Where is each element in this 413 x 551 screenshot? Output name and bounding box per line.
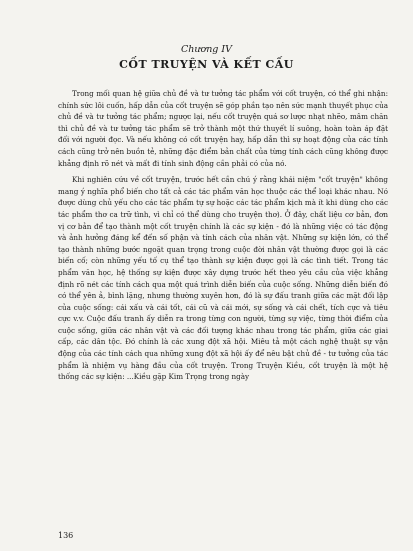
body-text [58, 88, 388, 383]
chapter-number: Chương IV [180, 44, 233, 55]
page-number: 136 [58, 531, 74, 540]
chapter-title: CỐT TRUYỆN VÀ KẾT CẤU [119, 58, 294, 71]
paragraph: Khi nghiên cứu về cốt truyện, trước hết cần chú ý rằng khái niệm "cốt truyện" không mang ý nghĩa phổ biến cho tất cả các tác phẩm văn học thuộc các thể loại khác nhau. Nó được dùng chủ yếu cho các tác phẩm tự sự hoặc các tác phẩm kịch mà ít khi dùng cho các tác phẩm thơ ca trữ tình, vì chỉ có thể dùng cho truyện thơ). Ở đây, chất liệu cơ bản, đơn vị cơ bản để tạo thành một cốt truyện chính là các sự kiện - đó là những việc có tác động và ảnh hưởng đáng kể đến số phận và tính cách của nhân vật. Những sự kiện lớn, có thể tạo thành những bước ngoặt quan trọng trong cuộc đời nhân vật thường được gọi là các biến cố; còn những yếu tố cụ thể tạo thành sự kiện được gọi là các tình tiết. Trong tác phẩm văn học, hệ thống sự kiện được xây dựng trước hết theo yêu cầu của việc khẳng định rõ nét các tính cách qua một quá trình diễn biến của cuộc sống. Những diễn biến đó có thể yên ả, bình lặng, nhưng thường xuyên hơn, đó là sự đấu tranh giữa các mặt đối lập của cuộc sống: cái xấu và cái tốt, cái cũ và cái mới, sự sống và cái chết, tích cực và tiêu cực v.v. Cuộc đấu tranh ấy diễn ra trong từng con người, từng sự việc, từng thời điểm của cuộc sống, giữa các nhân vật và các đối tượng khác nhau trong tác phẩm, giữa các giai cấp, các dân tộc. Đó chính là các xung đột xã hội. Miêu tả một cách nghệ thuật sự vận động của các tính cách qua những xung đột xã hội ấy để nêu bật chủ đề - tư tưởng của tác phẩm là nhiệm vụ hàng đầu của cốt truyện. Trong Truyện Kiều, cốt truyện là một hệ thống các sự kiện: ...Kiều gặp Kim Trọng trong ngày [58, 175, 388, 382]
paragraph: Trong mối quan hệ giữa chủ đề và tư tưởng tác phẩm với cốt truyện, có thể ghi nhận: chính sức lôi cuốn, hấp dẫn của cốt truyện sẽ góp phần tạo nên sức mạnh thuyết phục của chủ đề và tư tưởng tác phẩm; ngược lại, nếu cốt truyện quá sơ lược nhạt nhẽo, mâm chăn thì chủ đề và tư tưởng tác phẩm sẽ trở thành một thứ thuyết lí suông, hoàn toàn áp đặt đối với người đọc. Và nếu không có cốt truyện hay, hấp dẫn thì sự hoạt động của các tính cách cũng trở nên buồn tẻ, những đặc điểm bản chất của từng tính cách cũng không được khẳng định rõ nét và mất đi tính sinh động cần phải có của nó. [58, 89, 388, 168]
